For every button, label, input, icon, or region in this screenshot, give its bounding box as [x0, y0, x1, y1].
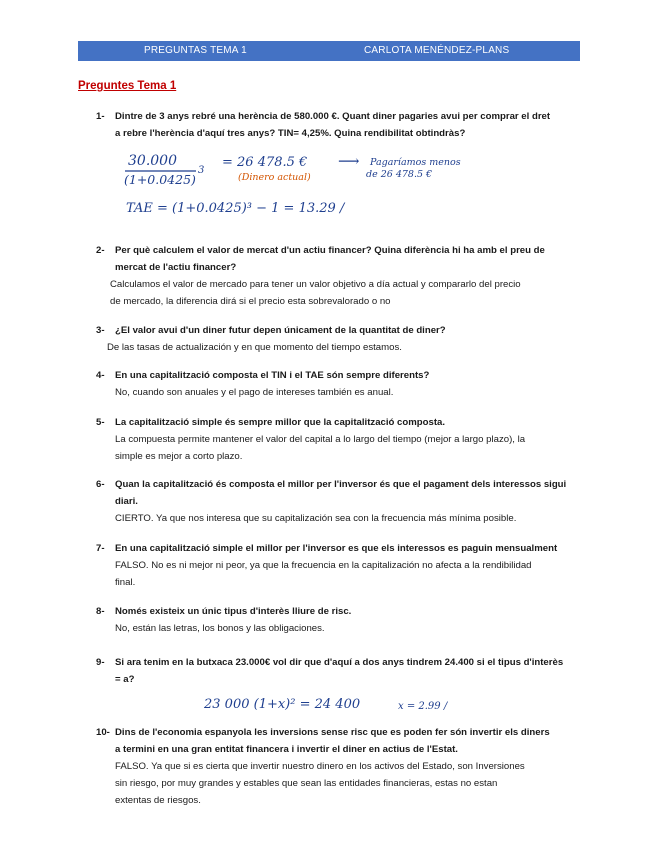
question-text-line: a termini en una gran entitat financera i invertir el diner en actius de l'Estat.	[115, 744, 458, 755]
hw-q1-result-note: (Dinero actual)	[238, 172, 311, 183]
answer-line: No, cuando son anuales y el pago de intereses también es anual.	[115, 387, 394, 398]
question-1	[96, 108, 586, 142]
question-text-line: En una capitalització composta el TIN i el TAE són sempre diferents?	[115, 370, 430, 381]
hw-q1-tae: TAE = (1+0.0425)³ − 1 = 13.29 /	[126, 201, 345, 216]
answer-line: de mercado, la diferencia dirá si el precio esta sobrevalorado o no	[110, 296, 391, 307]
question-text-line: Dintre de 3 anys rebré una herència de 580.000 €. Quant diner pagaries avui per comprar el dret	[115, 111, 551, 122]
page-header	[78, 41, 580, 61]
hw-q1-result: = 26 478.5 €	[222, 155, 308, 170]
question-7	[96, 540, 586, 591]
question-8	[96, 603, 586, 637]
question-text-line: En una capitalització simple el millor per l'inversor es que els interessos es paguin mensualment	[115, 543, 558, 554]
question-number: 4-	[96, 370, 105, 381]
question-number: 10-	[96, 727, 110, 738]
answer-line: sin riesgo, por muy grandes y estables que sean las entidades financieras, estas no estan	[115, 778, 498, 789]
answer-line: extentas de riesgos.	[115, 795, 201, 806]
arrow-right-icon: ⟶	[338, 152, 360, 170]
question-text-line: ¿El valor avui d'un diner futur depen únicament de la quantitat de diner?	[115, 325, 446, 336]
question-3	[96, 322, 586, 356]
question-text-line: Quan la capitalització és composta el millor per l'inversor és que el pagament dels interessos sigui	[115, 479, 567, 490]
hw-q9-equation: 23 000 (1+x)² = 24 400	[204, 697, 361, 712]
hw-q1-note-line2: de 26 478.5 €	[366, 169, 433, 180]
question-number: 1-	[96, 111, 105, 122]
question-number: 2-	[96, 245, 105, 256]
header-author: CARLOTA MENÉNDEZ-PLANS	[364, 45, 510, 56]
answer-line: Calculamos el valor de mercado para tener un valor objetivo a día actual y compararlo del precio	[110, 279, 521, 290]
question-text-line: a rebre l'herència d'aquí tres anys? TIN= 4,25%. Quina rendibilitat obtindràs?	[115, 128, 466, 139]
hw-q1-numerator: 30.000	[128, 153, 177, 169]
question-6	[96, 476, 586, 527]
answer-line: final.	[115, 577, 136, 588]
question-text-line: diari.	[115, 496, 138, 507]
answer-line: FALSO. No es ni mejor ni peor, ya que la frecuencia en la capitalización no afecta a la rendibilidad	[115, 560, 532, 571]
answer-line: De las tasas de actualización y en que momento del tiempo estamos.	[107, 342, 402, 353]
question-text-line: mercat de l'actiu financer?	[115, 262, 237, 273]
hw-q9-result: x = 2.99 /	[398, 701, 448, 712]
question-number: 5-	[96, 417, 105, 428]
question-number: 8-	[96, 606, 105, 617]
question-text-line: Per què calculem el valor de mercat d'un actiu financer? Quina diferència hi ha amb el preu de	[115, 245, 545, 256]
header-left-title: PREGUNTAS TEMA 1	[144, 45, 247, 56]
question-text-line: Només existeix un únic tipus d'interès lliure de risc.	[115, 606, 352, 617]
question-text-line: La capitalització simple és sempre millor que la capitalització composta.	[115, 417, 446, 428]
question-number: 6-	[96, 479, 105, 490]
question-2	[96, 242, 586, 310]
question-number: 7-	[96, 543, 105, 554]
question-10	[96, 724, 586, 809]
question-text-line: = a?	[115, 674, 135, 685]
question-9	[96, 654, 586, 688]
answer-line: No, están las letras, los bonos y las obligaciones.	[115, 623, 325, 634]
answer-line: CIERTO. Ya que nos interesa que su capitalización sea con la frecuencia más mínima posible.	[115, 513, 517, 524]
answer-line: FALSO. Ya que si es cierta que invertir nuestro dinero en los activos del Estado, son Inversiones	[115, 761, 525, 772]
hw-q1-exponent: 3	[198, 165, 205, 176]
question-text-line: Si ara tenim en la butxaca 23.000€ vol dir que d'aquí a dos anys tindrem 24.400 si el tipus d'interès	[115, 657, 564, 668]
question-5	[96, 414, 586, 465]
question-number: 3-	[96, 325, 105, 336]
answer-line: La compuesta permite mantener el valor del capital a lo largo del tiempo (mejor a largo plazo), la	[115, 434, 526, 445]
hw-q1-denominator: (1+0.0425)	[124, 172, 196, 187]
question-number: 9-	[96, 657, 105, 668]
question-text-line: Dins de l'economia espanyola les inversions sense risc que es poden fer són invertir els diners	[115, 727, 550, 738]
hw-q1-note-line1: Pagaríamos menos	[370, 157, 461, 168]
answer-line: simple es mejor a corto plazo.	[115, 451, 243, 462]
question-4	[96, 367, 586, 401]
section-title: Preguntes Tema 1	[78, 80, 177, 92]
